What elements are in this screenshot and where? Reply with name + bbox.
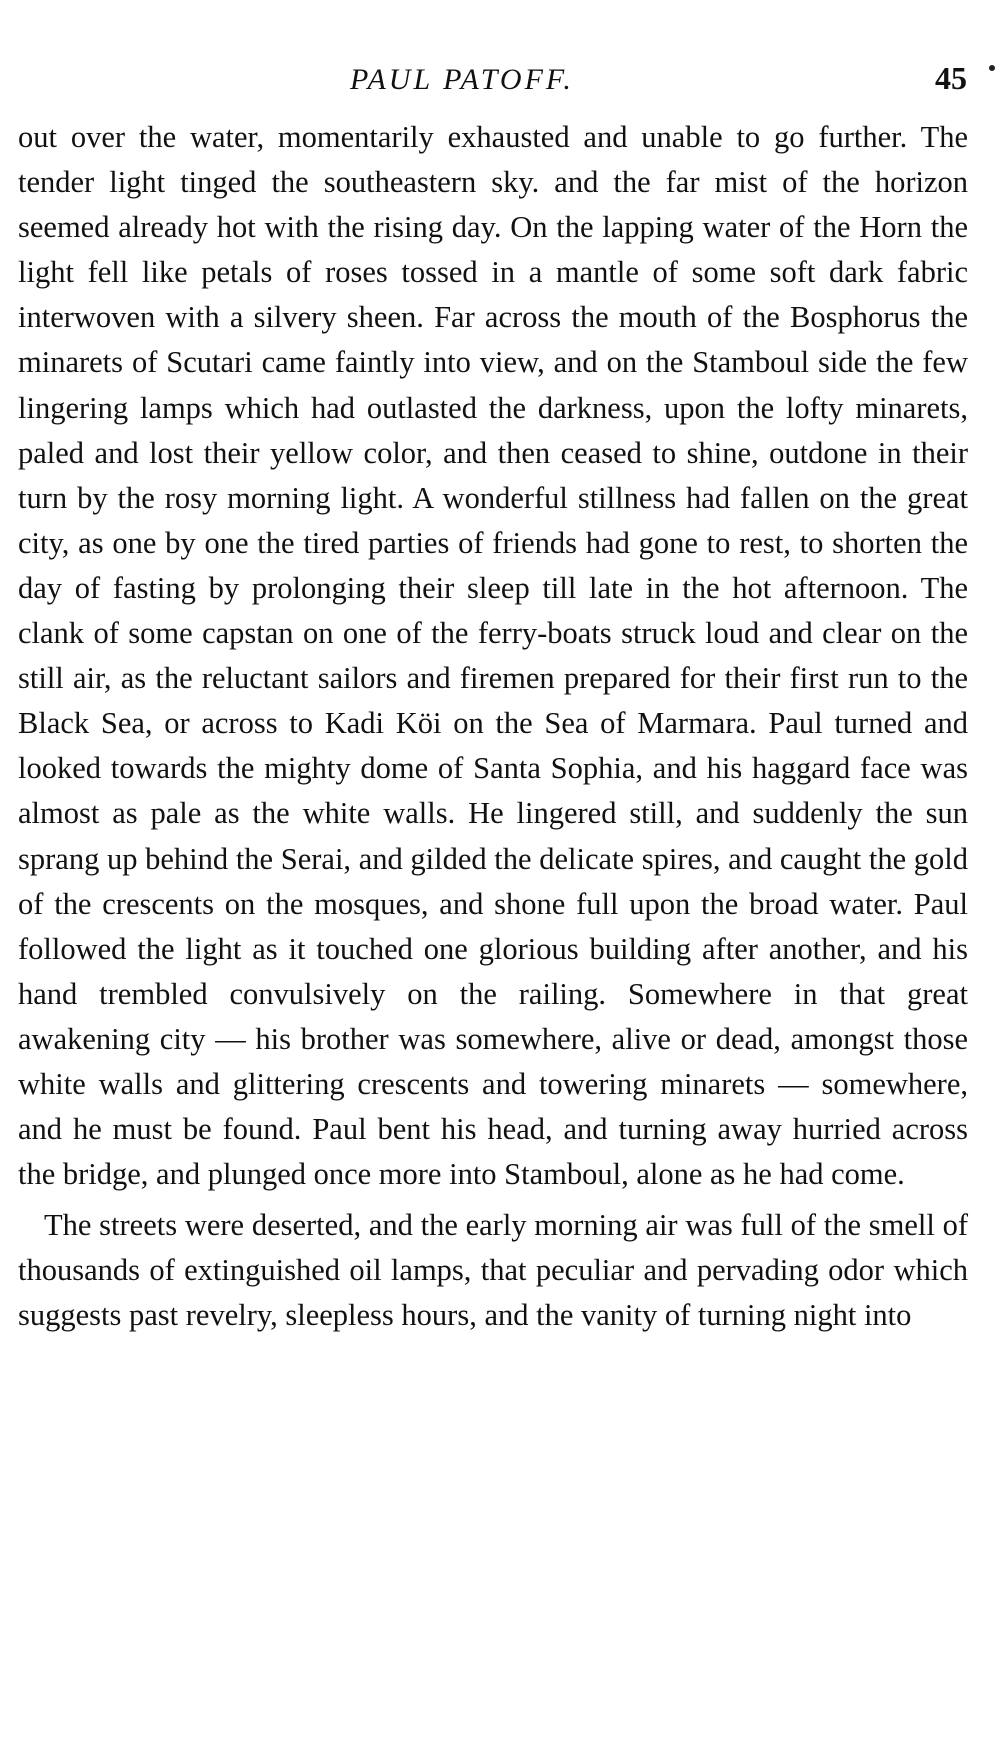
paragraph-2: The streets were deserted, and the early morning air was full of the smell of thousands of extinguished oil lamps, that peculiar and pervading odor which suggests past revelry, sleepless hours, and the vanity of turning night into xyxy=(18,1208,968,1333)
page-header xyxy=(0,56,1000,106)
page-number: 45 xyxy=(935,60,967,96)
margin-dot xyxy=(989,65,995,71)
paragraph-1: out over the water, momentarily exhausted and unable to go further. The tender light tinged the southeastern sky. and the far mist of the horizon seemed already hot with the rising day. On the lapping water of the Horn the light fell like petals of roses tossed in a mantle of some soft dark fabric interwoven with a silvery sheen. Far across the mouth of the Bosphorus the minarets of Scutari came faintly into view, and on the Stamboul side the few lingering lamps which had outlasted the darkness, upon the lofty minarets, paled and lost their yellow color, and then ceased to shine, outdone in their turn by the rosy morning light. A wonderful stillness had fallen on the great city, as one by one the tired parties of friends had gone to rest, to shorten the day of fasting by prolonging their sleep till late in the hot afternoon. The clank of some capstan on one of the ferry-boats struck loud and clear on the still air, as the reluctant sailors and firemen prepared for their first run to the Black Sea, or across to Kadi Köi on the Sea of Marmara. Paul turned and looked towards the mighty dome of Santa Sophia, and his haggard face was almost as pale as the white walls. He lingered still, and suddenly the sun sprang up behind the Serai, and gilded the delicate spires, and caught the gold of the crescents on the mosques, and shone full upon the broad water. Paul followed the light as it touched one glorious building after another, and his hand trembled convulsively on the railing. Somewhere in that great awakening city — his brother was somewhere, alive or dead, amongst those white walls and glittering crescents and towering minarets — somewhere, and he must be found. Paul bent his head, and turning away hurried across the bridge, and plunged once more into Stamboul, alone as he had come. xyxy=(18,120,968,1192)
running-title: PAUL PATOFF. xyxy=(350,63,574,96)
body-text xyxy=(18,115,968,1339)
